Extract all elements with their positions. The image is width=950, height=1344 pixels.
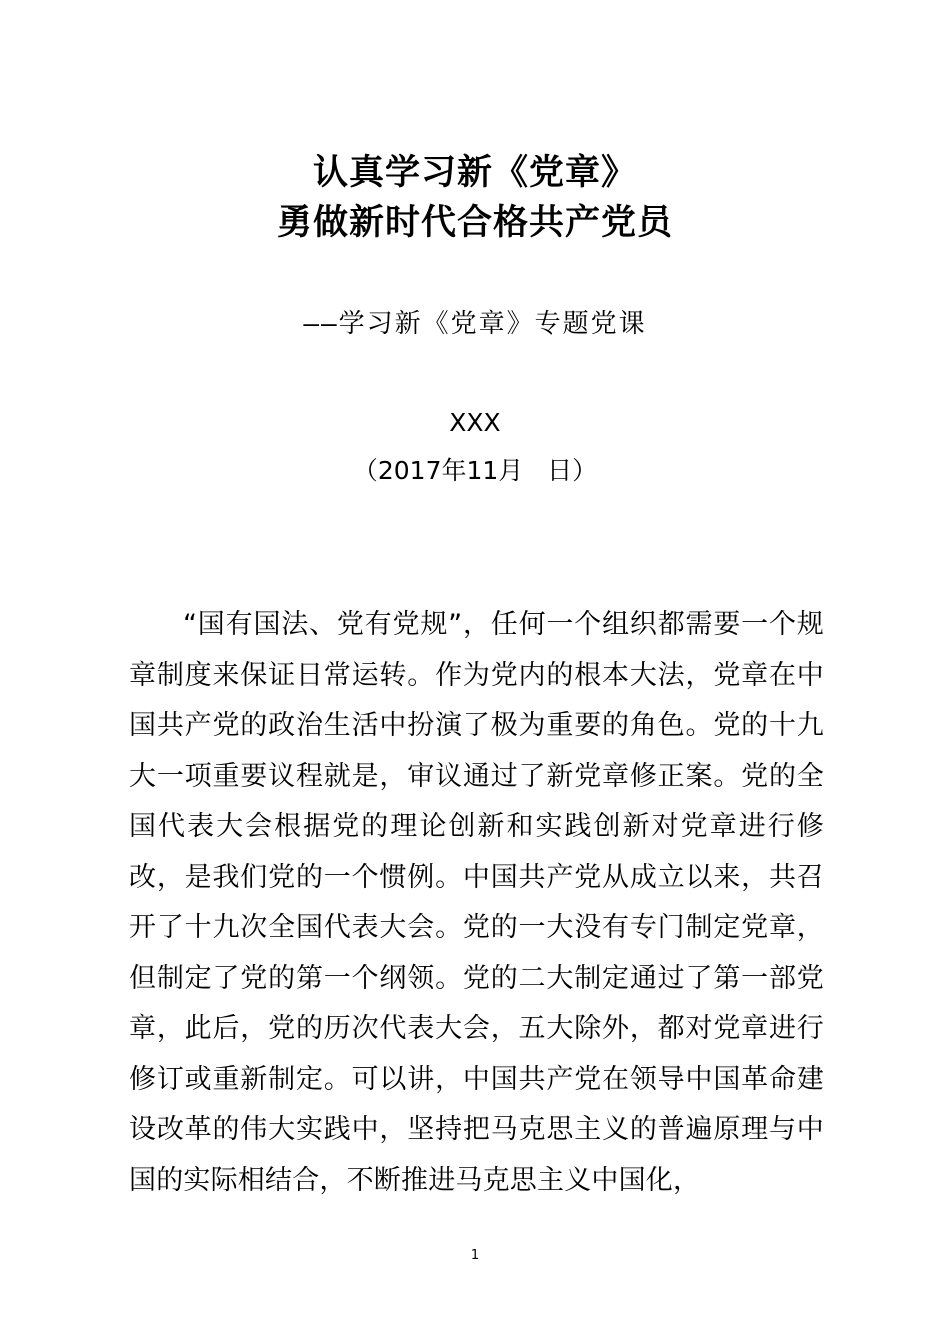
document-title-line-2: 勇做新时代合格共产党员 (276, 202, 673, 243)
page-number: 1 (470, 1248, 480, 1263)
document-subtitle: ——学习新《党章》专题党课 (303, 309, 647, 339)
body-paragraph: “国有国法、党有党规”，任何一个组织都需要一个规章制度来保证日常运转。作为党内的根本大法，党章在中国共产党的政治生活中扮演了极为重要的角色。党的十九大一项重要议程就是，审议通过了新党章修正案。党的全国代表大会根据党的理论创新和实践创新对党章进行修改，是我们党的一个惯例。中国共产党从成立以来，共召开了十九次全国代表大会。党的一大没有专门制定党章，但制定了党的第一个纲领。党的二大制定通过了第一部党章，此后，党的历次代表大会，五大除外，都对党章进行修订或重新制定。可以讲，中国共产党在领导中国革命建设改革的伟大实践中，坚持把马克思主义的普遍原理与中国的实际相结合，不断推进马克思主义中国化， (129, 609, 824, 1196)
document-date: （2017年11月 日） (352, 456, 598, 485)
document-title-line-1: 认真学习新《党章》 (312, 152, 637, 193)
author-name: XXX (449, 408, 501, 437)
